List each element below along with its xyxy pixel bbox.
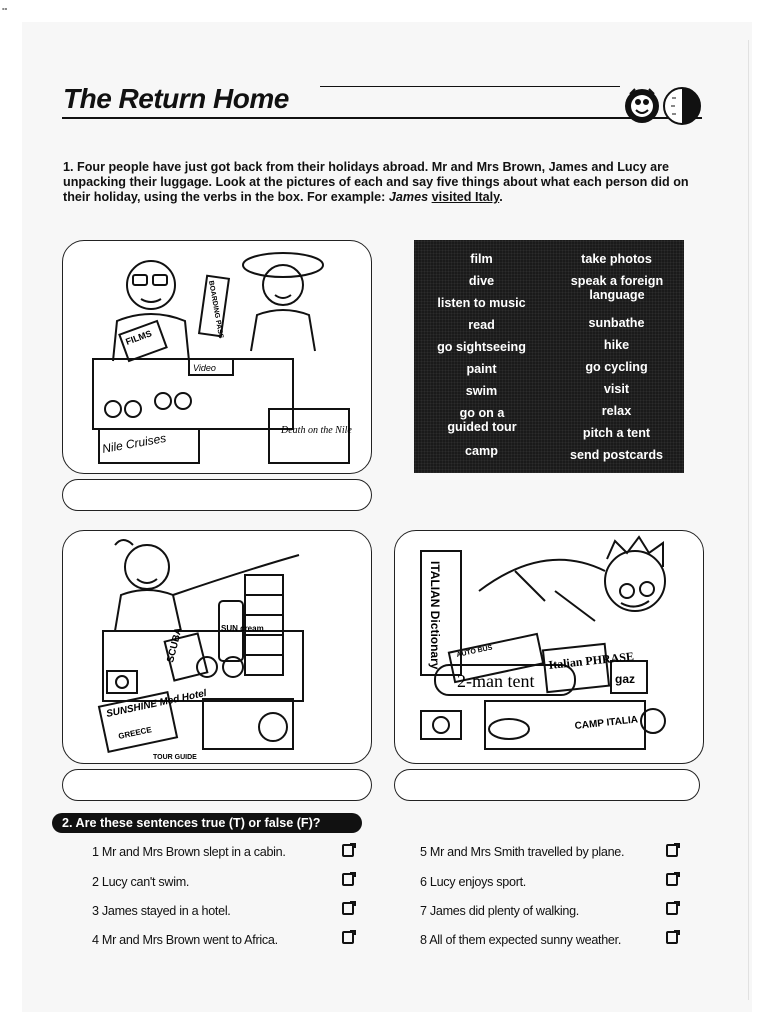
- statement-7: 7 James did plenty of walking.: [420, 904, 580, 918]
- verb-go-sightseeing: go sightseeing: [437, 340, 526, 354]
- verb-read: read: [468, 318, 495, 332]
- picture-mr-mrs-brown: [62, 240, 372, 474]
- exercise-2-heading: 2. Are these sentences true (T) or false (F)?: [52, 813, 362, 833]
- page-title: The Return Home: [63, 83, 289, 114]
- verb-pitch-a-tent: pitch a tent: [582, 426, 651, 440]
- checkbox-statement-5[interactable]: [666, 844, 678, 857]
- statement-8: 8 All of them expected sunny weather.: [420, 933, 622, 947]
- answer-field-brown[interactable]: [62, 479, 372, 511]
- verb-take-photos: take photos: [581, 252, 652, 266]
- checkbox-statement-2[interactable]: [342, 873, 354, 886]
- james-gaz: gaz: [615, 672, 636, 686]
- james-bus-ticket: AUTO BUS: [455, 644, 494, 659]
- brown-book-title: Death on the Nile: [281, 425, 352, 436]
- page-edge: [748, 40, 749, 1000]
- verb-relax: relax: [601, 404, 632, 418]
- answer-field-lucy[interactable]: [62, 769, 372, 801]
- lucy-scuba: SCUBA: [165, 626, 185, 664]
- exercise-1-instructions: [63, 160, 703, 205]
- picture-lucy: [62, 530, 372, 764]
- verb-speak-a-foreign-language: speak a foreign language: [570, 274, 664, 302]
- verb-sunbathe: sunbathe: [588, 316, 645, 330]
- checkbox-statement-3[interactable]: [342, 902, 354, 915]
- statement-3: 3 James stayed in a hotel.: [92, 904, 231, 918]
- james-camp-bag: CAMP ITALIA: [574, 714, 639, 732]
- statement-5: 5 Mr and Mrs Smith travelled by plane.: [420, 845, 625, 859]
- example-phrase: visited Italy: [431, 190, 500, 204]
- statement-6: 6 Lucy enjoys sport.: [420, 875, 527, 889]
- lucy-country: GREECE: [117, 725, 153, 741]
- statement-2: 2 Lucy can't swim.: [92, 875, 190, 889]
- title-rule: [62, 117, 702, 119]
- brown-luggage-illustration: [63, 241, 371, 473]
- lucy-sun-cream: SUN cream: [221, 624, 264, 633]
- answer-field-james[interactable]: [394, 769, 700, 801]
- verb-listen-to-music: listen to music: [437, 296, 526, 310]
- intro-text: 1. Four people have just got back from their holidays abroad. Mr and Mrs Brown, James and Lucy are unpacking their luggage. Look at the pictures of each and say five things about what each person did on their holiday, using the verbs in the box. For example:: [63, 160, 689, 204]
- verb-go-on-a-guided-tour: go on a guided tour: [447, 406, 517, 434]
- james-tent-label: 2-man tent: [457, 671, 535, 691]
- verb-camp: camp: [465, 444, 498, 458]
- statement-4: 4 Mr and Mrs Brown went to Africa.: [92, 933, 278, 947]
- verb-go-cycling: go cycling: [585, 360, 648, 374]
- verb-hike: hike: [603, 338, 630, 352]
- verb-box: [414, 240, 684, 473]
- verb-visit: visit: [603, 382, 630, 396]
- brown-boarding-pass: BOARDING PASS: [207, 280, 225, 340]
- brown-bag-label: Nile Cruises: [101, 430, 168, 456]
- checkbox-statement-1[interactable]: [342, 844, 354, 857]
- checkbox-statement-4[interactable]: [342, 931, 354, 944]
- verb-dive: dive: [468, 274, 495, 288]
- checkbox-statement-6[interactable]: [666, 873, 678, 886]
- verb-send-postcards: send postcards: [569, 448, 664, 462]
- verb-swim: swim: [465, 384, 498, 398]
- james-dictionary: ITALIAN Dictionary: [428, 561, 442, 670]
- statement-1: 1 Mr and Mrs Brown slept in a cabin.: [92, 845, 286, 859]
- james-luggage-illustration: [395, 531, 703, 763]
- title-rule-top: [320, 86, 620, 87]
- lucy-hotel-sign: SUNSHINE Med Hotel: [105, 687, 208, 720]
- logo-icon: [624, 86, 704, 126]
- example-subject: James: [388, 190, 429, 204]
- picture-james: [394, 530, 704, 764]
- example-end: .: [499, 190, 503, 204]
- brown-video: Video: [193, 363, 216, 373]
- corner-mark: --: [2, 4, 8, 13]
- checkbox-statement-7[interactable]: [666, 902, 678, 915]
- verb-film: film: [470, 252, 493, 266]
- verb-paint: paint: [466, 362, 497, 376]
- lucy-luggage-illustration: [63, 531, 371, 763]
- checkbox-statement-8[interactable]: [666, 931, 678, 944]
- james-phrase-book: Italian PHRASE: [547, 649, 635, 672]
- lucy-tour-guide: TOUR GUIDE: [153, 754, 197, 761]
- brown-films: FILMS: [124, 328, 154, 347]
